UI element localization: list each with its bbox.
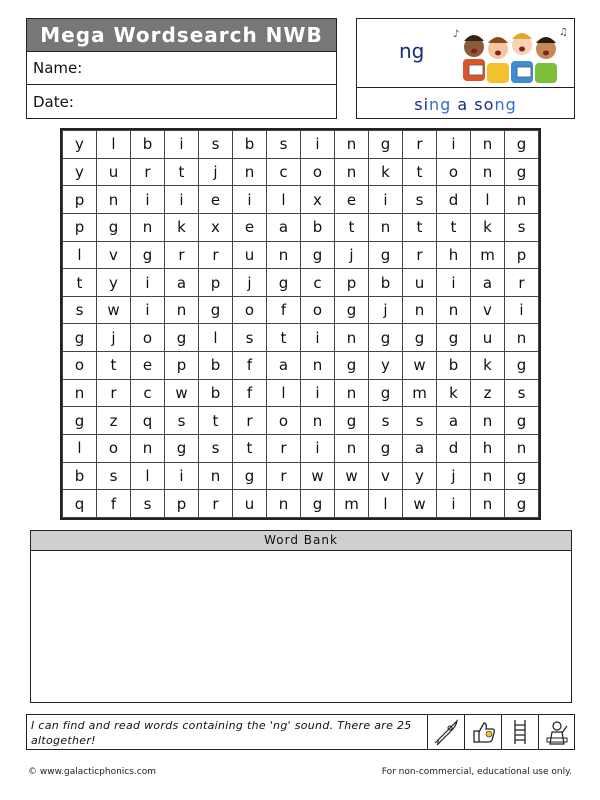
word-bank-title: Word Bank [31, 531, 571, 551]
grid-row [63, 407, 539, 435]
grid-letter[interactable]: i [165, 186, 199, 214]
grid-letter[interactable]: l [97, 131, 131, 159]
grid-letter[interactable]: g [335, 407, 369, 435]
grid-letter[interactable]: g [301, 490, 335, 518]
grid-letter[interactable]: w [97, 296, 131, 324]
grid-letter[interactable]: r [199, 490, 233, 518]
grid-letter[interactable]: y [63, 131, 97, 159]
grid-letter[interactable]: g [505, 158, 539, 186]
title-panel [26, 18, 337, 119]
grid-letter[interactable]: g [267, 269, 301, 297]
grid-letter[interactable]: i [301, 435, 335, 463]
target-sound: ng [399, 39, 425, 63]
grid-letter[interactable]: n [267, 241, 301, 269]
grid-letter[interactable]: f [233, 352, 267, 380]
grid-letter[interactable]: s [369, 407, 403, 435]
grid-letter[interactable]: f [233, 379, 267, 407]
singing-children-icon [451, 23, 571, 83]
grid-letter[interactable]: b [131, 131, 165, 159]
grid-letter[interactable]: f [97, 490, 131, 518]
grid-letter[interactable]: g [505, 490, 539, 518]
grid-letter[interactable]: r [199, 241, 233, 269]
grid-letter[interactable]: g [63, 407, 97, 435]
grid-letter[interactable]: a [165, 269, 199, 297]
grid-letter[interactable]: o [267, 407, 301, 435]
grid-letter[interactable]: t [437, 213, 471, 241]
grid-row [63, 158, 539, 186]
grid-letter[interactable]: g [369, 241, 403, 269]
grid-row [63, 213, 539, 241]
grid-letter[interactable]: l [199, 324, 233, 352]
grid-letter[interactable]: t [199, 407, 233, 435]
grid-letter[interactable]: h [471, 435, 505, 463]
grid-letter[interactable]: p [335, 269, 369, 297]
grid-letter[interactable]: g [301, 241, 335, 269]
grid-letter[interactable]: a [267, 213, 301, 241]
grid-letter[interactable]: n [471, 407, 505, 435]
grid-letter[interactable]: n [335, 131, 369, 159]
grid-letter[interactable]: b [369, 269, 403, 297]
grid-letter[interactable]: l [63, 241, 97, 269]
grid-row [63, 352, 539, 380]
grid-letter[interactable]: t [335, 213, 369, 241]
grid-letter[interactable]: i [437, 269, 471, 297]
grid-letter[interactable]: y [63, 158, 97, 186]
grid-letter[interactable]: q [63, 490, 97, 518]
grid-letter[interactable]: k [471, 352, 505, 380]
grid-letter[interactable]: s [199, 131, 233, 159]
grid-letter[interactable]: i [505, 296, 539, 324]
grid-letter[interactable]: s [63, 296, 97, 324]
grid-letter[interactable]: a [403, 435, 437, 463]
grid-letter[interactable]: i [301, 379, 335, 407]
grid-letter[interactable]: g [437, 324, 471, 352]
grid-letter[interactable]: s [97, 462, 131, 490]
date-row [27, 85, 336, 119]
grid-letter[interactable]: l [267, 379, 301, 407]
grid-letter[interactable]: h [437, 241, 471, 269]
grid-letter[interactable]: u [233, 490, 267, 518]
phrase-part: si [414, 94, 430, 114]
letter-table [62, 130, 539, 518]
grid-letter[interactable]: e [199, 186, 233, 214]
grid-letter[interactable]: n [131, 435, 165, 463]
grid-letter[interactable]: g [369, 131, 403, 159]
grid-letter[interactable]: l [63, 435, 97, 463]
grid-letter[interactable]: g [335, 296, 369, 324]
grid-letter[interactable]: j [199, 158, 233, 186]
grid-letter[interactable]: o [97, 435, 131, 463]
grid-letter[interactable]: g [403, 324, 437, 352]
svg-text:♪: ♪ [453, 29, 460, 40]
grid-letter[interactable]: s [267, 131, 301, 159]
grid-letter[interactable]: r [165, 241, 199, 269]
grid-letter[interactable]: g [199, 296, 233, 324]
grid-letter[interactable]: f [267, 296, 301, 324]
grid-letter[interactable]: g [63, 324, 97, 352]
grid-letter[interactable]: i [437, 490, 471, 518]
grid-letter[interactable]: t [63, 269, 97, 297]
grid-letter[interactable]: g [369, 435, 403, 463]
grid-letter[interactable]: g [131, 241, 165, 269]
grid-letter[interactable]: n [335, 158, 369, 186]
sound-panel [356, 18, 575, 119]
grid-letter[interactable]: v [97, 241, 131, 269]
grid-letter[interactable]: j [97, 324, 131, 352]
grid-letter[interactable]: k [471, 213, 505, 241]
grid-letter[interactable]: a [267, 352, 301, 380]
grid-letter[interactable]: n [233, 158, 267, 186]
phrase-sound-highlight: ng [494, 94, 517, 114]
grid-letter[interactable]: n [267, 490, 301, 518]
grid-letter[interactable]: d [437, 186, 471, 214]
grid-letter[interactable]: i [437, 131, 471, 159]
date-label: Date: [33, 93, 74, 111]
grid-letter[interactable]: t [233, 435, 267, 463]
grid-letter[interactable]: g [97, 213, 131, 241]
grid-letter[interactable]: g [165, 435, 199, 463]
grid-letter[interactable]: g [165, 324, 199, 352]
grid-letter[interactable]: u [233, 241, 267, 269]
grid-letter[interactable]: n [335, 435, 369, 463]
grid-letter[interactable]: n [301, 407, 335, 435]
grid-letter[interactable]: n [437, 296, 471, 324]
grid-letter[interactable]: i [131, 269, 165, 297]
grid-letter[interactable]: m [471, 241, 505, 269]
grid-letter[interactable]: g [505, 352, 539, 380]
grid-letter[interactable]: m [335, 490, 369, 518]
grid-letter[interactable]: e [335, 186, 369, 214]
grid-letter[interactable]: t [165, 158, 199, 186]
grid-letter[interactable]: p [63, 213, 97, 241]
grid-letter[interactable]: s [199, 435, 233, 463]
grid-letter[interactable]: r [131, 158, 165, 186]
grid-letter[interactable]: n [131, 213, 165, 241]
grid-letter[interactable]: g [369, 324, 403, 352]
grid-letter[interactable]: n [335, 379, 369, 407]
grid-letter[interactable]: n [335, 324, 369, 352]
grid-letter[interactable]: b [437, 352, 471, 380]
usage-note: For non-commercial, educational use only. [381, 767, 572, 777]
grid-letter[interactable]: g [505, 131, 539, 159]
grid-letter[interactable]: x [199, 213, 233, 241]
grid-letter[interactable]: u [403, 269, 437, 297]
grid-letter[interactable]: s [403, 186, 437, 214]
grid-letter[interactable]: t [403, 213, 437, 241]
grid-letter[interactable]: c [267, 158, 301, 186]
copyright-text: © www.galacticphonics.com [28, 767, 156, 777]
grid-letter[interactable]: l [131, 462, 165, 490]
grid-letter[interactable]: w [335, 462, 369, 490]
grid-letter[interactable]: w [301, 462, 335, 490]
grid-letter[interactable]: g [505, 462, 539, 490]
grid-letter[interactable]: y [369, 352, 403, 380]
grid-letter[interactable]: s [403, 407, 437, 435]
grid-letter[interactable]: w [403, 490, 437, 518]
grid-letter[interactable]: x [301, 186, 335, 214]
grid-letter[interactable]: z [97, 407, 131, 435]
task-box [26, 714, 575, 750]
grid-letter[interactable]: i [233, 186, 267, 214]
grid-letter[interactable]: i [131, 296, 165, 324]
grid-letter[interactable]: n [403, 296, 437, 324]
grid-letter[interactable]: t [97, 352, 131, 380]
grid-letter[interactable]: n [471, 131, 505, 159]
grid-letter[interactable]: y [97, 269, 131, 297]
grid-letter[interactable]: v [471, 296, 505, 324]
grid-letter[interactable]: k [165, 213, 199, 241]
grid-row [63, 324, 539, 352]
grid-letter[interactable]: p [63, 186, 97, 214]
grid-letter[interactable]: e [233, 213, 267, 241]
grid-letter[interactable]: l [267, 186, 301, 214]
grid-letter[interactable]: t [403, 158, 437, 186]
grid-letter[interactable]: g [369, 379, 403, 407]
grid-letter[interactable]: n [165, 296, 199, 324]
grid-letter[interactable]: k [369, 158, 403, 186]
grid-letter[interactable]: l [471, 186, 505, 214]
grid-letter[interactable]: b [63, 462, 97, 490]
grid-letter[interactable]: a [471, 269, 505, 297]
name-label: Name: [33, 59, 83, 77]
grid-row [63, 186, 539, 214]
word-bank [30, 530, 572, 703]
grid-letter[interactable]: r [403, 241, 437, 269]
worksheet-title: Mega Wordsearch NWB [27, 19, 336, 52]
grid-letter[interactable]: v [369, 462, 403, 490]
grid-letter[interactable]: n [471, 462, 505, 490]
grid-row [63, 462, 539, 490]
grid-letter[interactable]: l [369, 490, 403, 518]
grid-row [63, 296, 539, 324]
grid-letter[interactable]: m [403, 379, 437, 407]
grid-row [63, 131, 539, 159]
grid-row [63, 241, 539, 269]
phrase-sound-highlight: ng [429, 94, 452, 114]
phrase-part: a so [451, 94, 495, 114]
grid-letter[interactable]: y [403, 462, 437, 490]
grid-letter[interactable]: n [505, 186, 539, 214]
grid-letter[interactable]: s [233, 324, 267, 352]
grid-row [63, 490, 539, 518]
grid-letter[interactable]: k [437, 379, 471, 407]
grid-letter[interactable]: p [505, 241, 539, 269]
grid-letter[interactable]: q [131, 407, 165, 435]
svg-text:♫: ♫ [559, 27, 568, 38]
grid-letter[interactable]: o [301, 296, 335, 324]
grid-letter[interactable]: p [165, 490, 199, 518]
grid-letter[interactable]: c [131, 379, 165, 407]
grid-letter[interactable]: b [199, 352, 233, 380]
grid-row [63, 435, 539, 463]
example-phrase [357, 88, 574, 120]
grid-letter[interactable]: t [267, 324, 301, 352]
grid-letter[interactable]: n [505, 324, 539, 352]
grid-letter[interactable]: i [165, 131, 199, 159]
grid-letter[interactable]: g [233, 462, 267, 490]
name-row [27, 52, 336, 85]
teacher-icon [538, 715, 575, 749]
thumbs-up-icon [464, 715, 501, 749]
grid-letter[interactable]: g [335, 352, 369, 380]
grid-letter[interactable]: n [505, 435, 539, 463]
grid-letter[interactable]: j [233, 269, 267, 297]
grid-letter[interactable]: w [165, 379, 199, 407]
grid-letter[interactable]: c [301, 269, 335, 297]
grid-letter[interactable]: r [267, 462, 301, 490]
grid-letter[interactable]: i [369, 186, 403, 214]
grid-letter[interactable]: i [301, 131, 335, 159]
grid-letter[interactable]: n [471, 158, 505, 186]
grid-letter[interactable]: r [233, 407, 267, 435]
grid-letter[interactable]: a [437, 407, 471, 435]
ladder-icon [501, 715, 538, 749]
grid-letter[interactable]: j [369, 296, 403, 324]
grid-letter[interactable]: p [199, 269, 233, 297]
grid-letter[interactable]: n [471, 490, 505, 518]
grid-letter[interactable]: d [437, 435, 471, 463]
grid-letter[interactable]: w [403, 352, 437, 380]
grid-letter[interactable]: s [165, 407, 199, 435]
grid-letter[interactable]: i [165, 462, 199, 490]
grid-letter[interactable]: z [471, 379, 505, 407]
rocket-icon [427, 715, 464, 749]
grid-letter[interactable]: o [233, 296, 267, 324]
grid-letter[interactable]: s [505, 379, 539, 407]
grid-letter[interactable]: r [403, 131, 437, 159]
grid-letter[interactable]: i [131, 186, 165, 214]
grid-letter[interactable]: j [437, 462, 471, 490]
grid-letter[interactable]: b [233, 131, 267, 159]
grid-row [63, 269, 539, 297]
grid-letter[interactable]: s [505, 213, 539, 241]
grid-letter[interactable]: u [97, 158, 131, 186]
grid-letter[interactable]: u [471, 324, 505, 352]
wordsearch-grid [60, 128, 541, 520]
grid-letter[interactable]: p [165, 352, 199, 380]
grid-letter[interactable]: n [301, 352, 335, 380]
grid-letter[interactable]: n [369, 213, 403, 241]
grid-letter[interactable]: o [63, 352, 97, 380]
grid-letter[interactable]: j [335, 241, 369, 269]
task-instruction: I can find and read words containing the 'ng' sound. There are 25 altogether! [31, 719, 412, 747]
grid-letter[interactable]: n [97, 186, 131, 214]
grid-letter[interactable]: o [437, 158, 471, 186]
grid-row [63, 379, 539, 407]
grid-letter[interactable]: r [97, 379, 131, 407]
grid-letter[interactable]: n [63, 379, 97, 407]
sound-area [357, 19, 574, 88]
grid-letter[interactable]: b [199, 379, 233, 407]
grid-letter[interactable]: n [199, 462, 233, 490]
grid-letter[interactable]: i [301, 324, 335, 352]
grid-letter[interactable]: r [267, 435, 301, 463]
grid-letter[interactable]: b [301, 213, 335, 241]
grid-letter[interactable]: s [131, 490, 165, 518]
grid-letter[interactable]: o [301, 158, 335, 186]
grid-letter[interactable]: o [131, 324, 165, 352]
grid-letter[interactable]: r [505, 269, 539, 297]
grid-letter[interactable]: e [131, 352, 165, 380]
grid-letter[interactable]: g [505, 407, 539, 435]
